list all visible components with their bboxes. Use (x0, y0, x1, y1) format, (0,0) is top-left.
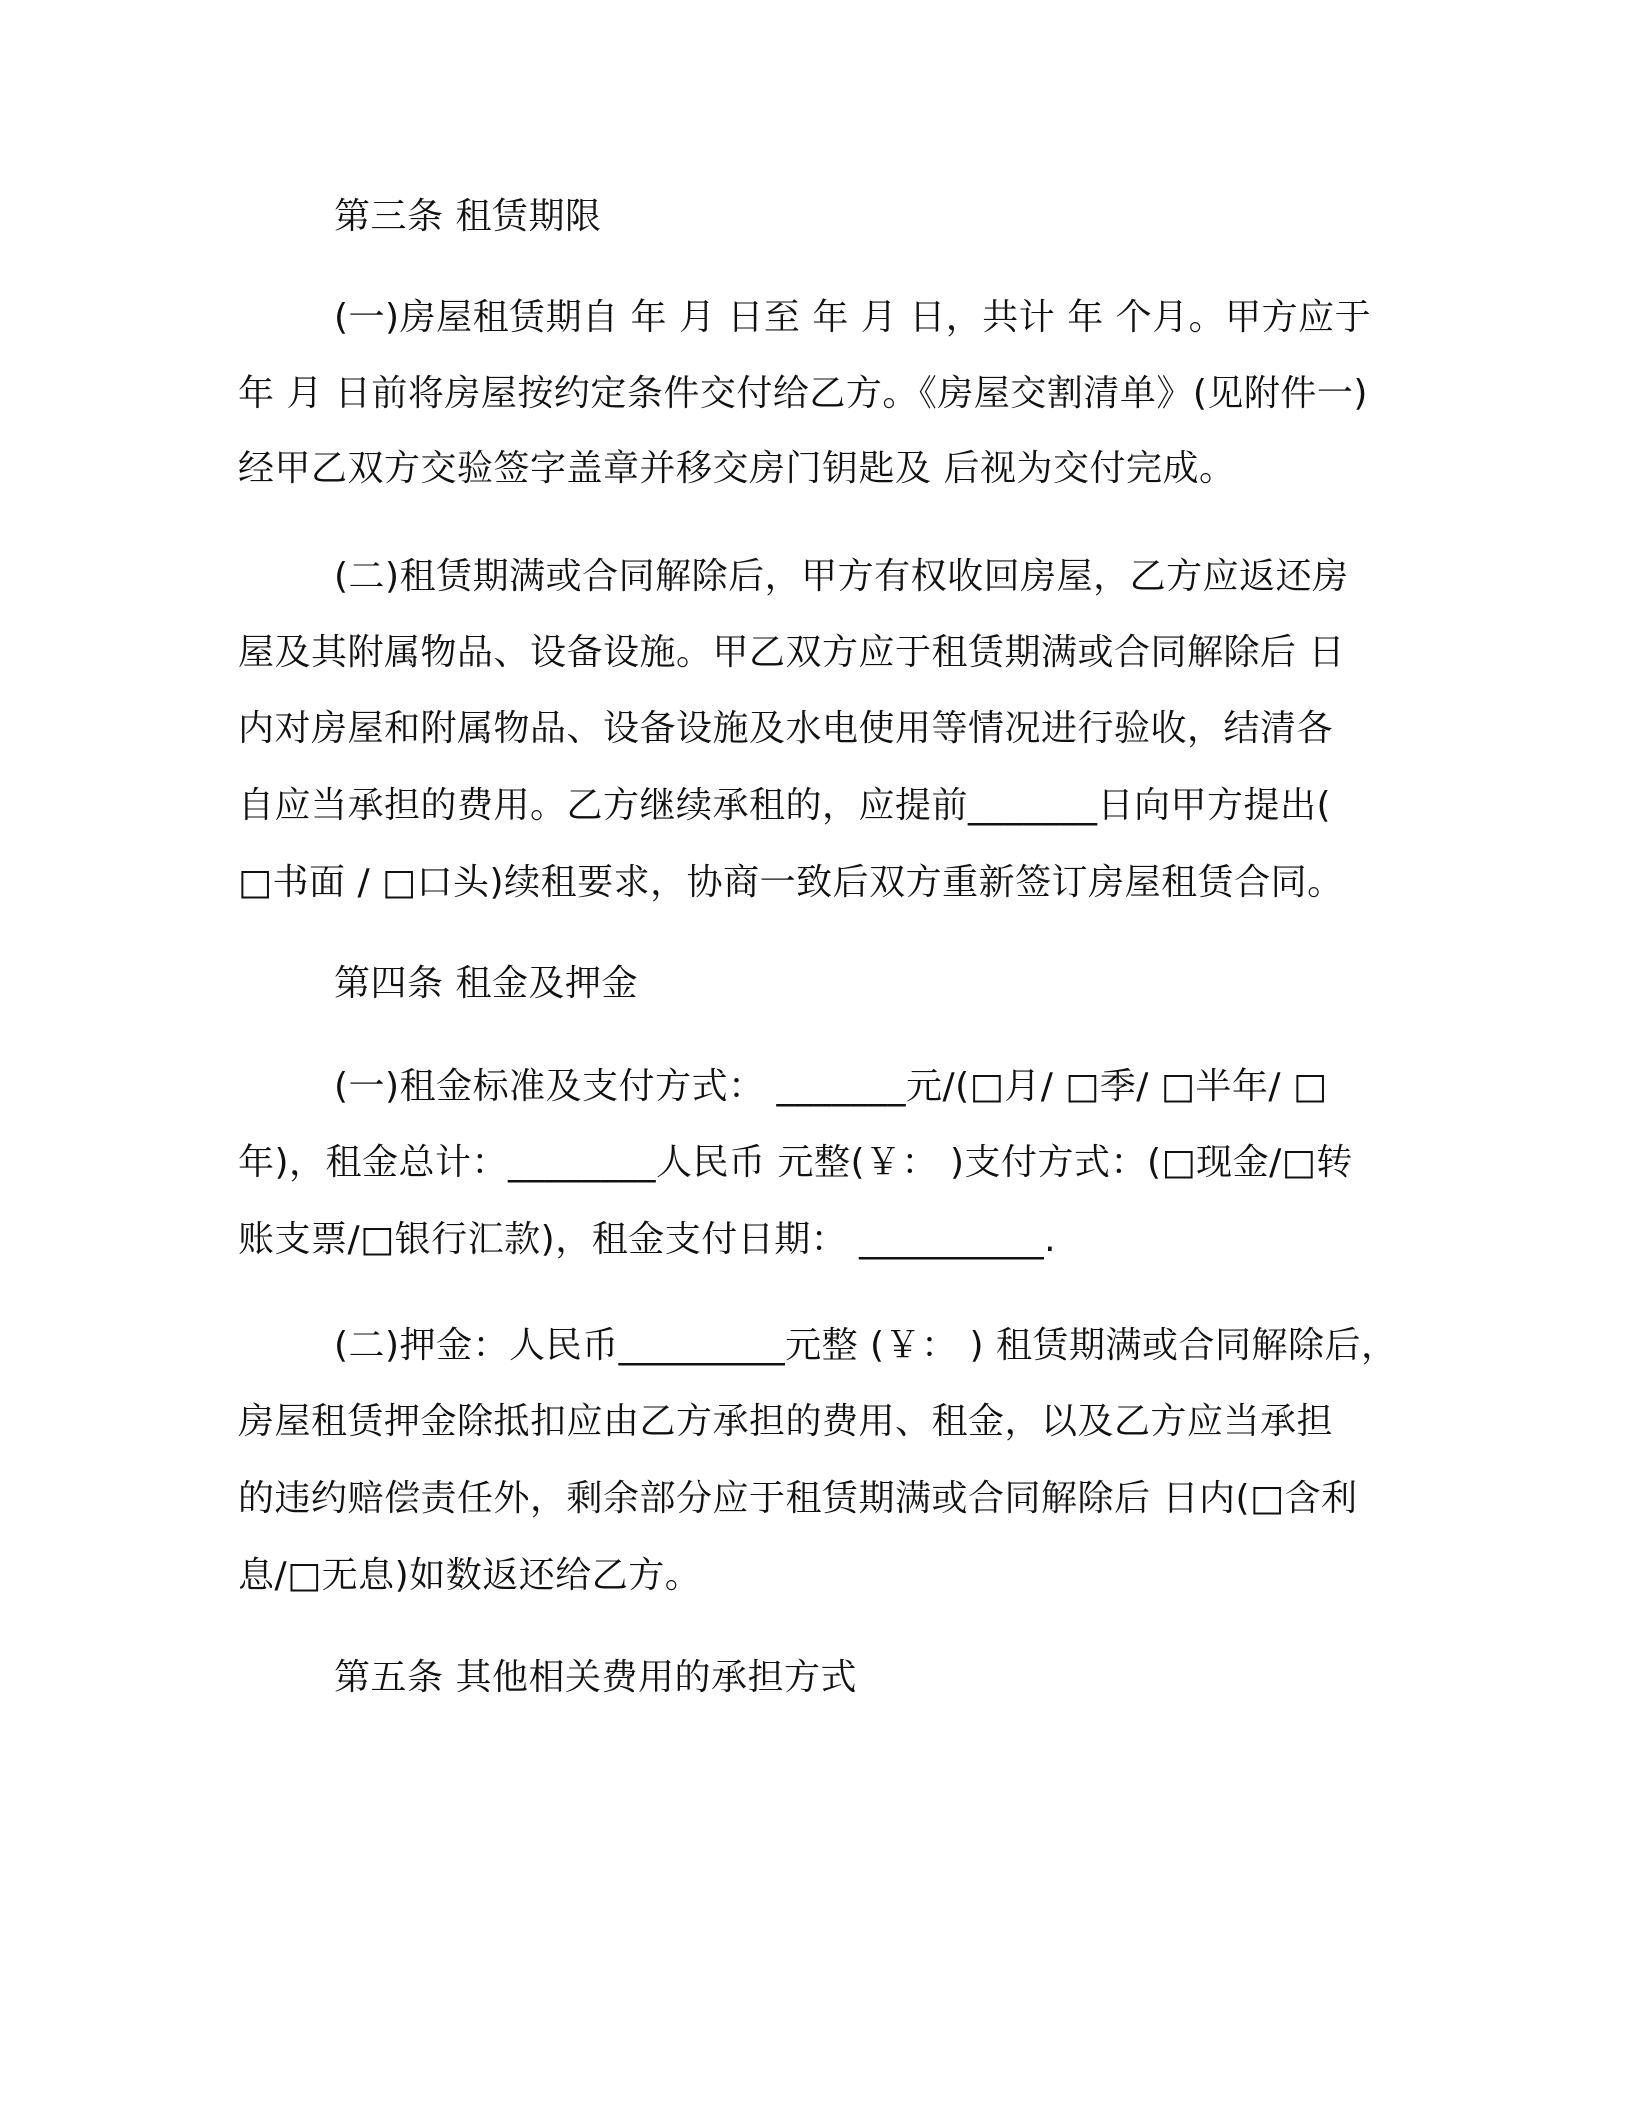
article-3-clause-2-line-4: 自应当承担的费用。乙方继续承租的，应提前_______日向甲方提出( (238, 785, 1332, 826)
article-5-heading: 第五条 其他相关费用的承担方式 (334, 1657, 857, 1698)
article-3-heading: 第三条 租赁期限 (334, 196, 602, 237)
article-4-clause-1-line-3: 账支票/□银行汇款)，租金支付日期： __________. (238, 1219, 1057, 1260)
article-3-clause-2-line-1: (二)租赁期满或合同解除后，甲方有权收回房屋，乙方应返还房 (334, 556, 1349, 597)
article-3-clause-2-line-2: 屋及其附属物品、设备设施。甲乙双方应于租赁期满或合同解除后 日 (238, 632, 1345, 673)
article-4-clause-2-line-2: 房屋租赁押金除抵扣应由乙方承担的费用、租金，以及乙方应当承担 (238, 1401, 1334, 1442)
article-3-clause-1-line-1: (一)房屋租赁期自 年 月 日至 年 月 日，共计 年 个月。甲方应于 (334, 297, 1372, 338)
article-3-clause-1-line-2: 年 月 日前将房屋按约定条件交付给乙方。《房屋交割清单》(见附件一) (238, 373, 1368, 414)
article-4-clause-2-line-1: (二)押金：人民币_________元整 (￥： ) 租赁期满或合同解除后， (334, 1325, 1398, 1366)
article-4-heading: 第四条 租金及押金 (334, 963, 638, 1004)
article-3-clause-1-line-3: 经甲乙双方交验签字盖章并移交房门钥匙及 后视为交付完成。 (238, 448, 1236, 489)
article-4-clause-2-line-3: 的违约赔偿责任外，剩余部分应于租赁期满或合同解除后 日内(□含利 (238, 1478, 1358, 1519)
article-3-clause-2-line-5: □书面 / □口头)续租要求，协商一致后双方重新签订房屋租赁合同。 (238, 862, 1344, 903)
article-4-clause-2-line-4: 息/□无息)如数返还给乙方。 (238, 1555, 702, 1596)
article-4-clause-1-line-1: (一)租金标准及支付方式： _______元/(□月/ □季/ □半年/ □ (334, 1066, 1328, 1107)
article-4-clause-1-line-2: 年)，租金总计：________人民币 元整(￥： )支付方式：(□现金/□转 (238, 1142, 1353, 1183)
article-3-clause-2-line-3: 内对房屋和附属物品、设备设施及水电使用等情况进行验收，结清各 (238, 708, 1334, 749)
